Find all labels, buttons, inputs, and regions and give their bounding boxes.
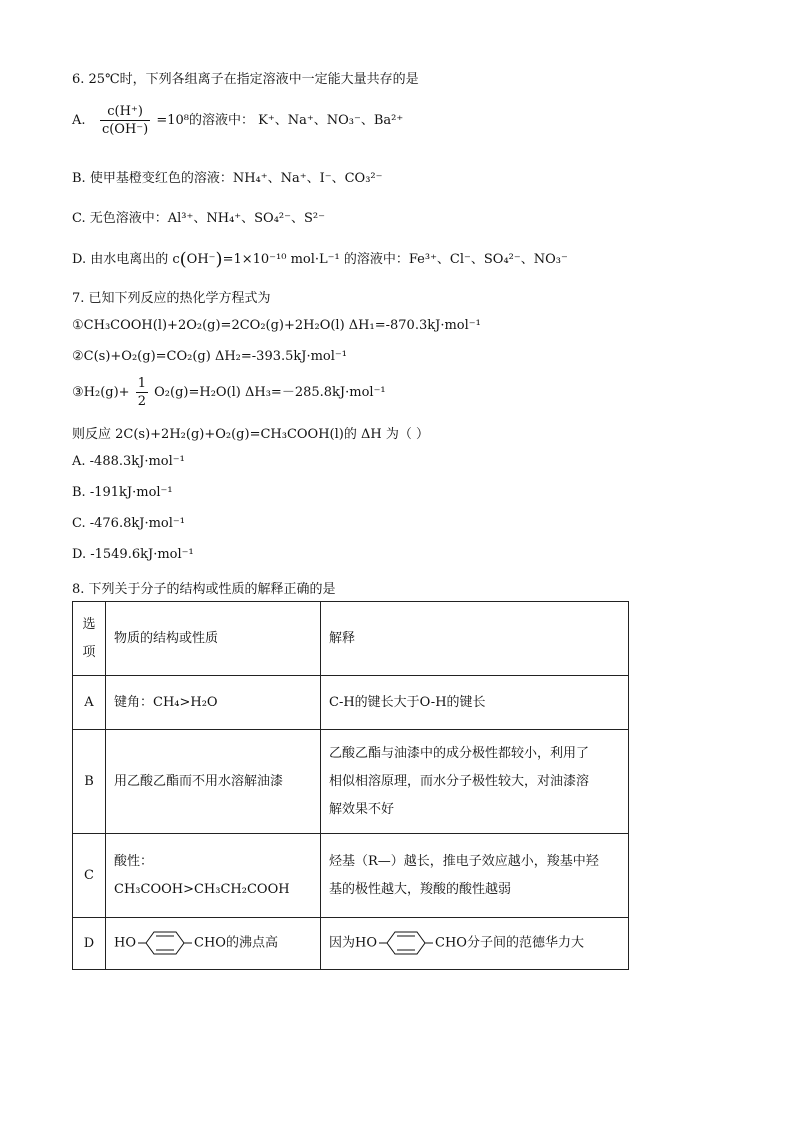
q7-eq3-denominator: 2 (137, 394, 146, 409)
q6-d-inner: OH⁻ (186, 252, 216, 267)
benzene-ring-icon (379, 929, 433, 957)
table-row (73, 834, 629, 918)
q6-option-d: D. 由水电离出的 c(OH⁻)=1×10⁻¹⁰ mol·L⁻¹ 的溶液中：Fe³⁺、Cl⁻、SO₄²⁻、NO₃⁻ (72, 249, 568, 270)
q7-option-c: C. -476.8kJ·mol⁻¹ (72, 516, 185, 531)
q8-header-row (73, 602, 629, 676)
q6-a-fraction (100, 104, 150, 137)
q8-row-a-explanation: C-H的键长大于O-H的键长 (321, 676, 629, 730)
table-row (73, 676, 629, 730)
q6-d-pre: D. 由水电离出的 c (72, 252, 180, 267)
q6-a-ions: K⁺、Na⁺、NO₃⁻、Ba²⁺ (258, 113, 404, 128)
q6-a-condition: =10⁸的溶液中： (156, 113, 255, 128)
q7-equation-2: ②C(s)+O₂(g)=CO₂(g) ΔH₂=-393.5kJ·mol⁻¹ (72, 349, 347, 364)
q8-row-d-property: HO CHO的沸点高 (106, 918, 321, 970)
q6-option-b: B. 使甲基橙变红色的溶液：NH₄⁺、Na⁺、I⁻、CO₃²⁻ (72, 171, 383, 186)
q8-header-option: 选 项 (73, 602, 106, 676)
q7-equation-1: ①CH₃COOH(l)+2O₂(g)=2CO₂(g)+2H₂O(l) ΔH₁=-870.3kJ·mol⁻¹ (72, 318, 481, 333)
q7-option-d: D. -1549.6kJ·mol⁻¹ (72, 547, 194, 562)
q7-stem: 7. 已知下列反应的热化学方程式为 (72, 291, 271, 306)
q6-a-numerator: c(H⁺) (100, 104, 150, 121)
q8-row-b-option: B (73, 730, 106, 834)
q8-header-property: 物质的结构或性质 (106, 602, 321, 676)
q6-option-c: C. 无色溶液中：Al³⁺、NH₄⁺、SO₄²⁻、S²⁻ (72, 211, 325, 226)
q7-equation-3 (72, 376, 386, 409)
table-row (73, 730, 629, 834)
q8-row-b-property: 用乙酸乙酯而不用水溶解油漆 (106, 730, 321, 834)
table-row (73, 918, 629, 970)
q8-row-c-explanation: 烃基（R—）越长，推电子效应越小，羧基中羟 基的极性越大，羧酸的酸性越弱 (321, 834, 629, 918)
q8-stem: 8. 下列关于分子的结构或性质的解释正确的是 (72, 582, 336, 597)
q8-table (72, 601, 629, 970)
q7-question: 则反应 2C(s)+2H₂(g)+O₂(g)=CH₃COOH(l)的 ΔH 为（ ） (72, 427, 429, 442)
q8-row-a-property: 键角：CH₄>H₂O (106, 676, 321, 730)
q8-row-b-explanation: 乙酸乙酯与油漆中的成分极性都较小，利用了 相似相溶原理，而水分子极性较大，对油漆溶 解效果不好 (321, 730, 629, 834)
q6-d-post: =1×10⁻¹⁰ mol·L⁻¹ 的溶液中：Fe³⁺、Cl⁻、SO₄²⁻、NO₃⁻ (222, 252, 568, 267)
q8-row-c-option: C (73, 834, 106, 918)
q6-a-denominator: c(OH⁻) (101, 122, 149, 137)
q8-row-d-explanation: 因为HO CHO分子间的范德华力大 (321, 918, 629, 970)
q6-a-label: A. (72, 113, 86, 128)
q7-option-a: A. -488.3kJ·mol⁻¹ (72, 454, 185, 469)
q8-header-explanation: 解释 (321, 602, 629, 676)
q7-option-b: B. -191kJ·mol⁻¹ (72, 485, 173, 500)
benzene-ring-icon (138, 929, 192, 957)
q7-eq3-numerator: 1 (137, 376, 146, 391)
q8-row-a-option: A (73, 676, 106, 730)
q7-eq3-post: O₂(g)=H₂O(l) ΔH₃=－285.8kJ·mol⁻¹ (154, 385, 386, 400)
q6-option-a (72, 104, 403, 137)
q6-stem: 6. 25℃时，下列各组离子在指定溶液中一定能大量共存的是 (72, 72, 419, 87)
q7-eq3-fraction (136, 376, 148, 409)
q8-row-d-option: D (73, 918, 106, 970)
q8-row-c-property: 酸性： CH₃COOH>CH₃CH₂COOH (106, 834, 321, 918)
q7-eq3-pre: ③H₂(g)+ (72, 385, 130, 400)
